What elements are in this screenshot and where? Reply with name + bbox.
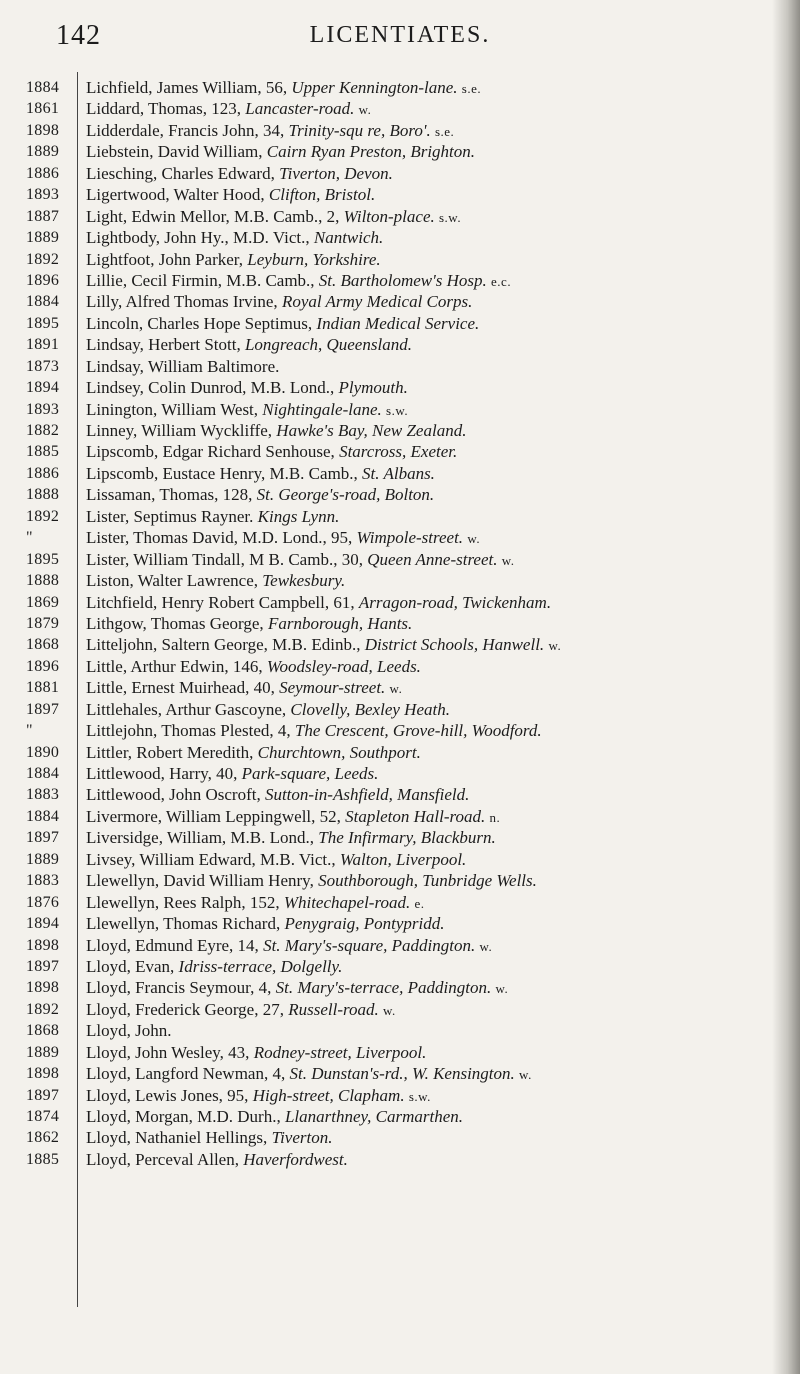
entry-text <box>86 1149 776 1170</box>
running-title: LICENTIATES. <box>309 22 491 48</box>
entry-year: 1897 <box>26 1086 60 1104</box>
list-item <box>0 827 800 848</box>
entry-year: 1886 <box>26 464 60 482</box>
entry-name: Lloyd, Edmund Eyre, 14, <box>86 935 259 955</box>
list-item <box>0 956 800 977</box>
entry-address: St. George's-road, Bolton. <box>256 485 435 505</box>
entry-year: 1888 <box>26 486 60 504</box>
entry-year: 1868 <box>26 636 60 654</box>
entry-address: Tewkesbury. <box>262 571 346 591</box>
list-item <box>0 613 800 634</box>
entry-year: 1886 <box>26 164 60 182</box>
entry-year: 1884 <box>26 807 60 825</box>
entry-address: Walton, Liverpool. <box>339 849 467 869</box>
entry-text <box>86 1063 776 1085</box>
entry-name: Livsey, William Edward, M.B. Vict., <box>86 849 336 869</box>
entry-year: 1873 <box>26 357 60 375</box>
entry-address: Wilton-place. <box>343 206 435 226</box>
entry-year: 1869 <box>26 593 60 611</box>
entry-name: Liversidge, William, M.B. Lond., <box>86 828 315 848</box>
entry-address: Park-square, Leeds. <box>241 764 379 783</box>
entry-text <box>86 699 776 720</box>
entry-address: Plymouth. <box>338 378 408 398</box>
entry-year: 1868 <box>26 1022 60 1040</box>
entry-district: n. <box>489 809 501 825</box>
list-item <box>0 163 800 184</box>
entry-year: 1898 <box>26 121 60 139</box>
entry-text <box>86 870 776 891</box>
entry-text <box>86 1042 776 1063</box>
entry-name: Lissaman, Thomas, 128, <box>86 485 253 505</box>
list-item <box>0 484 800 505</box>
entry-address: Starcross, Exeter. <box>339 442 458 462</box>
list-item <box>0 592 800 613</box>
entry-name: Liebstein, David William, <box>86 142 263 162</box>
list-item <box>0 1127 800 1148</box>
entry-name: Lloyd, Evan, <box>86 956 175 976</box>
entry-text <box>86 849 776 870</box>
entry-name: Lloyd, Perceval Allen, <box>86 1149 239 1169</box>
entry-name: Lloyd, Langford Newman, 4, <box>86 1064 286 1084</box>
entry-address: Queen Anne-street. <box>367 549 498 569</box>
entry-district: s.e. <box>461 81 482 96</box>
entry-name: Lindsay, Herbert Stott, <box>86 335 241 355</box>
entry-name: Lindsay, William Baltimore. <box>86 356 280 376</box>
list-item <box>0 1042 800 1063</box>
entry-name: Lipscomb, Edgar Richard Senhouse, <box>86 442 335 462</box>
list-item <box>0 1063 800 1084</box>
entry-name: Lister, William Tindall, M B. Camb., 30, <box>86 549 363 569</box>
list-item <box>0 270 800 291</box>
entry-text <box>86 999 776 1021</box>
entry-year: 1861 <box>26 100 60 118</box>
entry-name: Linington, William West, <box>86 399 259 419</box>
entry-text <box>86 399 776 421</box>
entry-text <box>86 784 776 805</box>
entry-address: Russell-road. <box>288 999 379 1019</box>
entry-year: 1888 <box>26 572 60 590</box>
list-item <box>0 549 800 570</box>
entry-address: Seymour-street. <box>279 678 386 698</box>
entry-text <box>86 313 776 334</box>
list-item <box>0 356 800 377</box>
licentiates-list <box>0 77 800 1170</box>
list-item <box>0 506 800 527</box>
entry-year: 1884 <box>26 79 60 96</box>
list-item <box>0 420 800 441</box>
entry-address: Haverfordwest. <box>243 1149 348 1169</box>
entry-text <box>86 420 776 441</box>
entry-text <box>86 98 776 120</box>
entry-name: Little, Arthur Edwin, 146, <box>86 656 263 676</box>
entry-name: Lillie, Cecil Firmin, M.B. Camb., <box>86 270 315 290</box>
entry-year: 1898 <box>26 979 60 997</box>
list-item <box>0 227 800 248</box>
entry-year: 1894 <box>26 915 60 933</box>
entry-year: 1890 <box>26 743 60 761</box>
entry-name: Lindsey, Colin Dunrod, M.B. Lond., <box>86 378 335 398</box>
entry-year: 1897 <box>26 700 60 718</box>
list-item <box>0 870 800 891</box>
entry-name: Lichfield, James William, 56, <box>86 78 288 97</box>
entry-text <box>86 206 776 228</box>
list-item <box>0 1149 800 1170</box>
entry-year: 1883 <box>26 872 60 890</box>
entry-address: Llanarthney, Carmarthen. <box>284 1107 463 1126</box>
entry-name: Litteljohn, Saltern George, M.B. Edinb., <box>86 635 361 655</box>
entry-year: 1892 <box>26 507 60 525</box>
entry-text <box>86 935 776 957</box>
list-item <box>0 291 800 312</box>
entry-name: Littlejohn, Thomas Plested, 4, <box>86 721 291 741</box>
entry-district: e. <box>414 895 425 911</box>
entry-address: District Schools, Hanwell. <box>364 635 545 655</box>
list-item <box>0 527 800 548</box>
entry-name: Lloyd, Lewis Jones, 95, <box>86 1085 249 1105</box>
entry-address: Lancaster-road. <box>245 99 355 119</box>
entry-address: Churchtown, Southport. <box>257 742 421 762</box>
list-item <box>0 98 800 119</box>
entry-district: s.w. <box>439 209 462 225</box>
list-item <box>0 1106 800 1127</box>
list-item <box>0 313 800 334</box>
entry-text <box>86 527 776 549</box>
entry-year: 1895 <box>26 550 60 568</box>
entry-name: Lloyd, Francis Seymour, 4, <box>86 978 272 998</box>
entry-text <box>86 463 776 484</box>
entry-address: Cairn Ryan Preston, Brighton. <box>266 142 476 162</box>
entry-year: 1889 <box>26 229 60 247</box>
entry-text <box>86 977 776 999</box>
entry-text <box>86 291 776 312</box>
entry-name: Littlewood, John Oscroft, <box>86 785 261 805</box>
entry-year: 1876 <box>26 893 60 911</box>
entry-text <box>86 742 776 763</box>
entry-text <box>86 77 776 99</box>
entry-district: w. <box>501 552 515 568</box>
entry-text <box>86 592 776 613</box>
entry-year: 1883 <box>26 786 60 804</box>
entry-district: s.e. <box>434 123 455 139</box>
entry-name: Linney, William Wyckliffe, <box>86 421 273 440</box>
list-item <box>0 892 800 913</box>
entry-text <box>86 227 776 248</box>
entry-year: 1892 <box>26 250 60 268</box>
entry-name: Llewellyn, David William Henry, <box>86 871 314 891</box>
entry-address: Woodsley-road, Leeds. <box>266 656 421 676</box>
entry-name: Lidderdale, Francis John, 34, <box>86 120 285 140</box>
entry-year: 1898 <box>26 1065 60 1083</box>
entry-text <box>86 441 776 462</box>
entry-year: " <box>26 722 33 740</box>
list-item <box>0 677 800 698</box>
entry-district: s.w. <box>408 1088 431 1104</box>
entry-address: The Crescent, Grove-hill, Woodford. <box>294 721 542 741</box>
entry-text <box>86 677 776 699</box>
entry-name: Llewellyn, Thomas Richard, <box>86 914 281 934</box>
entry-name: Lipscomb, Eustace Henry, M.B. Camb., <box>86 463 358 483</box>
list-item <box>0 999 800 1020</box>
list-item <box>0 184 800 205</box>
entry-name: Ligertwood, Walter Hood, <box>86 185 265 205</box>
entry-address: Tiverton. <box>271 1128 333 1148</box>
list-item <box>0 1020 800 1041</box>
entry-address: Clovelly, Bexley Heath. <box>290 699 450 719</box>
entry-address: Stapleton Hall-road. <box>345 806 486 826</box>
entry-name: Liston, Walter Lawrence, <box>86 571 259 591</box>
entry-year: 1874 <box>26 1108 60 1125</box>
entry-text <box>86 806 776 828</box>
entry-address: Penygraig, Pontypridd. <box>284 914 445 934</box>
entry-year: 1884 <box>26 765 60 782</box>
entry-text <box>86 506 776 527</box>
list-item <box>0 656 800 677</box>
entry-text <box>86 549 776 571</box>
entry-district: w. <box>479 938 493 954</box>
entry-district: e.c. <box>491 273 512 289</box>
entry-year: 1896 <box>26 271 60 289</box>
entry-name: Lloyd, Frederick George, 27, <box>86 999 284 1019</box>
entry-address: Whitechapel-road. <box>283 892 411 912</box>
entry-name: Lilly, Alfred Thomas Irvine, <box>86 292 278 312</box>
list-item <box>0 913 800 934</box>
entry-text <box>86 484 776 505</box>
entry-district: w. <box>548 638 562 654</box>
list-item <box>0 206 800 227</box>
entry-text <box>86 1127 776 1148</box>
page-header <box>0 20 800 60</box>
entry-year: 1889 <box>26 1043 60 1061</box>
entry-address: High-street, Clapham. <box>252 1085 405 1105</box>
entry-district: w. <box>389 681 403 697</box>
entry-address: St. Dunstan's-rd., W. Kensington. <box>289 1064 515 1084</box>
list-item <box>0 120 800 141</box>
entry-address: Trinity-squ re, Boro'. <box>288 120 431 140</box>
entry-address: Royal Army Medical Corps. <box>281 292 473 312</box>
list-item <box>0 1085 800 1106</box>
entry-text <box>86 656 776 677</box>
entry-address: Sutton-in-Ashfield, Mansfield. <box>264 785 470 805</box>
entry-address: Wimpole-street. <box>356 528 464 548</box>
entry-text <box>86 634 776 656</box>
list-item <box>0 570 800 591</box>
entry-text <box>86 892 776 914</box>
entry-address: The Infirmary, Blackburn. <box>318 828 496 848</box>
entry-year: 1879 <box>26 614 60 632</box>
entry-address: St. Bartholomew's Hosp. <box>318 270 487 290</box>
entry-text <box>86 356 776 377</box>
entry-name: Lloyd, Morgan, M.D. Durh., <box>86 1107 281 1126</box>
entry-text <box>86 913 776 934</box>
entry-district: w. <box>495 981 509 997</box>
list-item <box>0 849 800 870</box>
list-item <box>0 977 800 998</box>
page-number: 142 <box>56 20 101 51</box>
list-item <box>0 784 800 805</box>
entry-address: Indian Medical Service. <box>316 313 480 333</box>
entry-year: 1893 <box>26 186 60 204</box>
entry-name: Liesching, Charles Edward, <box>86 163 275 183</box>
page-edge-shadow <box>772 0 800 1374</box>
entry-text <box>86 120 776 142</box>
entry-name: Littlehales, Arthur Gascoyne, <box>86 699 287 719</box>
entry-year: 1884 <box>26 293 60 311</box>
list-item <box>0 763 800 784</box>
entry-name: Lloyd, John Wesley, 43, <box>86 1042 250 1062</box>
entry-name: Lister, Septimus Rayner. <box>86 506 254 526</box>
entry-name: Lightfoot, John Parker, <box>86 249 244 269</box>
list-item <box>0 334 800 355</box>
list-item <box>0 249 800 270</box>
entry-address: Upper Kennington-lane. <box>291 78 458 97</box>
entry-address: Hawke's Bay, New Zealand. <box>276 421 467 440</box>
entry-text <box>86 613 776 634</box>
list-item <box>0 377 800 398</box>
entry-address: Rodney-street, Liverpool. <box>253 1042 427 1062</box>
entry-name: Little, Ernest Muirhead, 40, <box>86 678 275 698</box>
entry-district: w. <box>358 102 372 118</box>
entry-district: s.w. <box>386 402 409 418</box>
entry-name: Lithgow, Thomas George, <box>86 613 264 633</box>
entry-year: 1893 <box>26 400 60 418</box>
entry-year: 1889 <box>26 850 60 868</box>
entry-year: 1895 <box>26 314 60 332</box>
entry-text <box>86 1020 776 1041</box>
entry-year: 1894 <box>26 379 60 397</box>
entry-address: Southborough, Tunbridge Wells. <box>318 871 537 891</box>
entry-name: Lloyd, Nathaniel Hellings, <box>86 1128 268 1148</box>
entry-text <box>86 141 776 162</box>
entry-name: Light, Edwin Mellor, M.B. Camb., 2, <box>86 206 340 226</box>
list-item <box>0 441 800 462</box>
entry-name: Livermore, William Leppingwell, 52, <box>86 806 341 826</box>
list-item <box>0 463 800 484</box>
entry-address: Nantwich. <box>313 228 384 248</box>
entry-address: Nightingale-lane. <box>262 399 382 419</box>
entry-address: St. Mary's-square, Paddington. <box>263 935 476 955</box>
entry-year: 1885 <box>26 1150 60 1168</box>
entry-text <box>86 763 776 784</box>
entry-name: Litchfield, Henry Robert Campbell, 61, <box>86 592 355 612</box>
list-item <box>0 742 800 763</box>
entry-address: Clifton, Bristol. <box>268 185 376 205</box>
entry-text <box>86 184 776 205</box>
entry-year: 1897 <box>26 957 60 975</box>
entry-district: w. <box>519 1067 532 1083</box>
entry-name: Liddard, Thomas, 123, <box>86 99 242 119</box>
list-item <box>0 141 800 162</box>
entry-district: w. <box>467 531 481 547</box>
entry-name: Llewellyn, Rees Ralph, 152, <box>86 892 280 912</box>
list-item <box>0 935 800 956</box>
entry-address: Farnborough, Hants. <box>267 613 413 633</box>
entry-year: 1887 <box>26 207 60 225</box>
entry-text <box>86 1085 776 1107</box>
entry-address: Longreach, Queensland. <box>244 335 412 355</box>
entry-name: Lister, Thomas David, M.D. Lond., 95, <box>86 528 353 548</box>
entry-address: St. Albans. <box>362 463 435 483</box>
entry-name: Littler, Robert Meredith, <box>86 742 254 762</box>
entry-name: Littlewood, Harry, 40, <box>86 764 238 783</box>
entry-text <box>86 570 776 591</box>
entry-address: Idriss-terrace, Dolgelly. <box>178 956 343 976</box>
entry-year: " <box>26 529 33 547</box>
entry-text <box>86 827 776 848</box>
list-item <box>0 634 800 655</box>
entry-name: Lightbody, John Hy., M.D. Vict., <box>86 228 310 248</box>
entry-year: 1898 <box>26 936 60 954</box>
list-item <box>0 77 800 98</box>
entry-text <box>86 249 776 270</box>
entry-year: 1882 <box>26 422 60 439</box>
entry-year: 1896 <box>26 657 60 675</box>
entry-address: Arragon-road, Twickenham. <box>358 592 552 612</box>
entry-name: Lincoln, Charles Hope Septimus, <box>86 313 313 333</box>
entry-name: Lloyd, John. <box>86 1021 172 1041</box>
entry-text <box>86 270 776 292</box>
entry-address: Tiverton, Devon. <box>279 163 393 183</box>
entry-text <box>86 163 776 184</box>
entry-district: w. <box>382 1002 396 1018</box>
entry-text <box>86 956 776 977</box>
entry-address: St. Mary's-terrace, Paddington. <box>275 978 492 998</box>
list-item <box>0 806 800 827</box>
entry-year: 1889 <box>26 143 60 161</box>
entry-text <box>86 334 776 355</box>
entry-year: 1881 <box>26 679 60 697</box>
entry-year: 1897 <box>26 829 60 847</box>
list-item <box>0 399 800 420</box>
entry-text <box>86 720 776 741</box>
entry-year: 1862 <box>26 1129 60 1147</box>
entry-address: Kings Lynn. <box>257 506 340 526</box>
entry-text <box>86 377 776 398</box>
list-item <box>0 720 800 741</box>
entry-address: Leyburn, Yorkshire. <box>247 249 381 269</box>
list-item <box>0 699 800 720</box>
entry-year: 1891 <box>26 336 60 354</box>
entry-year: 1885 <box>26 443 60 461</box>
entry-year: 1892 <box>26 1000 60 1018</box>
entry-text <box>86 1106 776 1127</box>
